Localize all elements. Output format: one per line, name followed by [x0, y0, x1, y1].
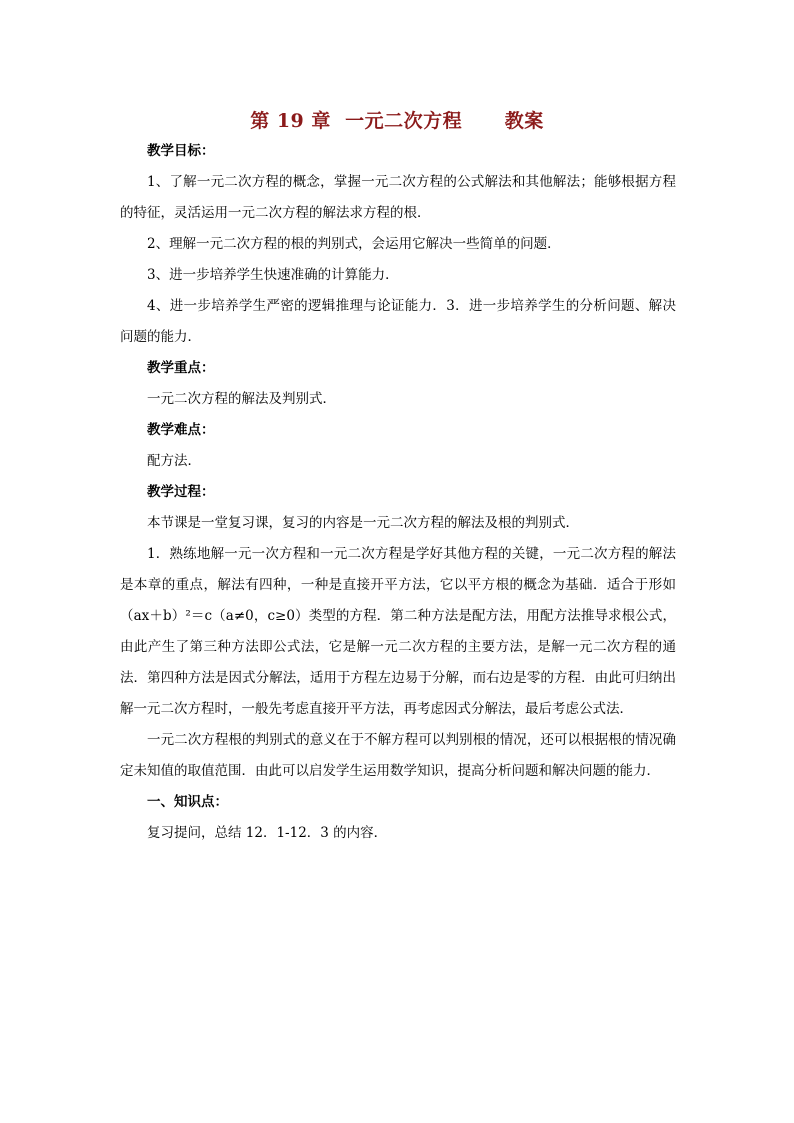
knowledge-heading: 一、知识点：: [147, 794, 228, 810]
process-intro: 本节课是一堂复习课，复习的内容是一元二次方程的解法及根的判别式．: [147, 515, 579, 531]
document-title: 第 19 章 一元二次方程 教案: [250, 110, 544, 132]
document-body: [120, 136, 676, 849]
objectives-heading: 教学目标：: [147, 143, 215, 159]
difficulty-heading: 教学难点：: [147, 422, 215, 438]
process-paragraph-2: 一元二次方程根的判别式的意义在于不解方程可以判别根的情况，还可以根据根的情况确定未知值的取值范围．由此可以启发学生运用数学知识，提高分析问题和解决问题的能力．: [120, 732, 676, 779]
objective-4: 4、进一步培养学生严密的逻辑推理与论证能力．3．进一步培养学生的分析问题、解决问题的能力．: [120, 298, 676, 345]
key-points-heading: 教学重点：: [147, 360, 215, 376]
key-points-text: 一元二次方程的解法及判别式．: [147, 391, 336, 407]
objective-2: 2、理解一元二次方程的根的判别式，会运用它解决一些简单的问题．: [147, 236, 561, 252]
objective-3: 3、进一步培养学生快速准确的计算能力．: [147, 267, 399, 283]
knowledge-text: 复习提问，总结 12．1-12．3 的内容．: [147, 825, 388, 841]
process-heading: 教学过程：: [147, 484, 215, 500]
process-paragraph-1: 1．熟练地解一元一次方程和一元二次方程是学好其他方程的关键，一元二次方程的解法是本章的重点，解法有四种，一种是直接开平方法，它以平方根的概念为基础．适合于形如（ax＋b）²＝c（a≠0，c≥0）类型的方程．第二种方法是配方法，用配方法推导求根公式，由此产生了第三种方法即公式法，它是解一元二次方程的主要方法，是解一元二次方程的通法．第四种方法是因式分解法，适用于方程左边易于分解，而右边是零的方程．由此可归纳出解一元二次方程时，一般先考虑直接开平方法，再考虑因式分解法，最后考虑公式法．: [120, 546, 676, 717]
difficulty-text: 配方法．: [147, 453, 201, 469]
objective-1: 1、了解一元二次方程的概念，掌握一元二次方程的公式解法和其他解法；能够根据方程的特征，灵活运用一元二次方程的解法求方程的根．: [120, 174, 676, 221]
